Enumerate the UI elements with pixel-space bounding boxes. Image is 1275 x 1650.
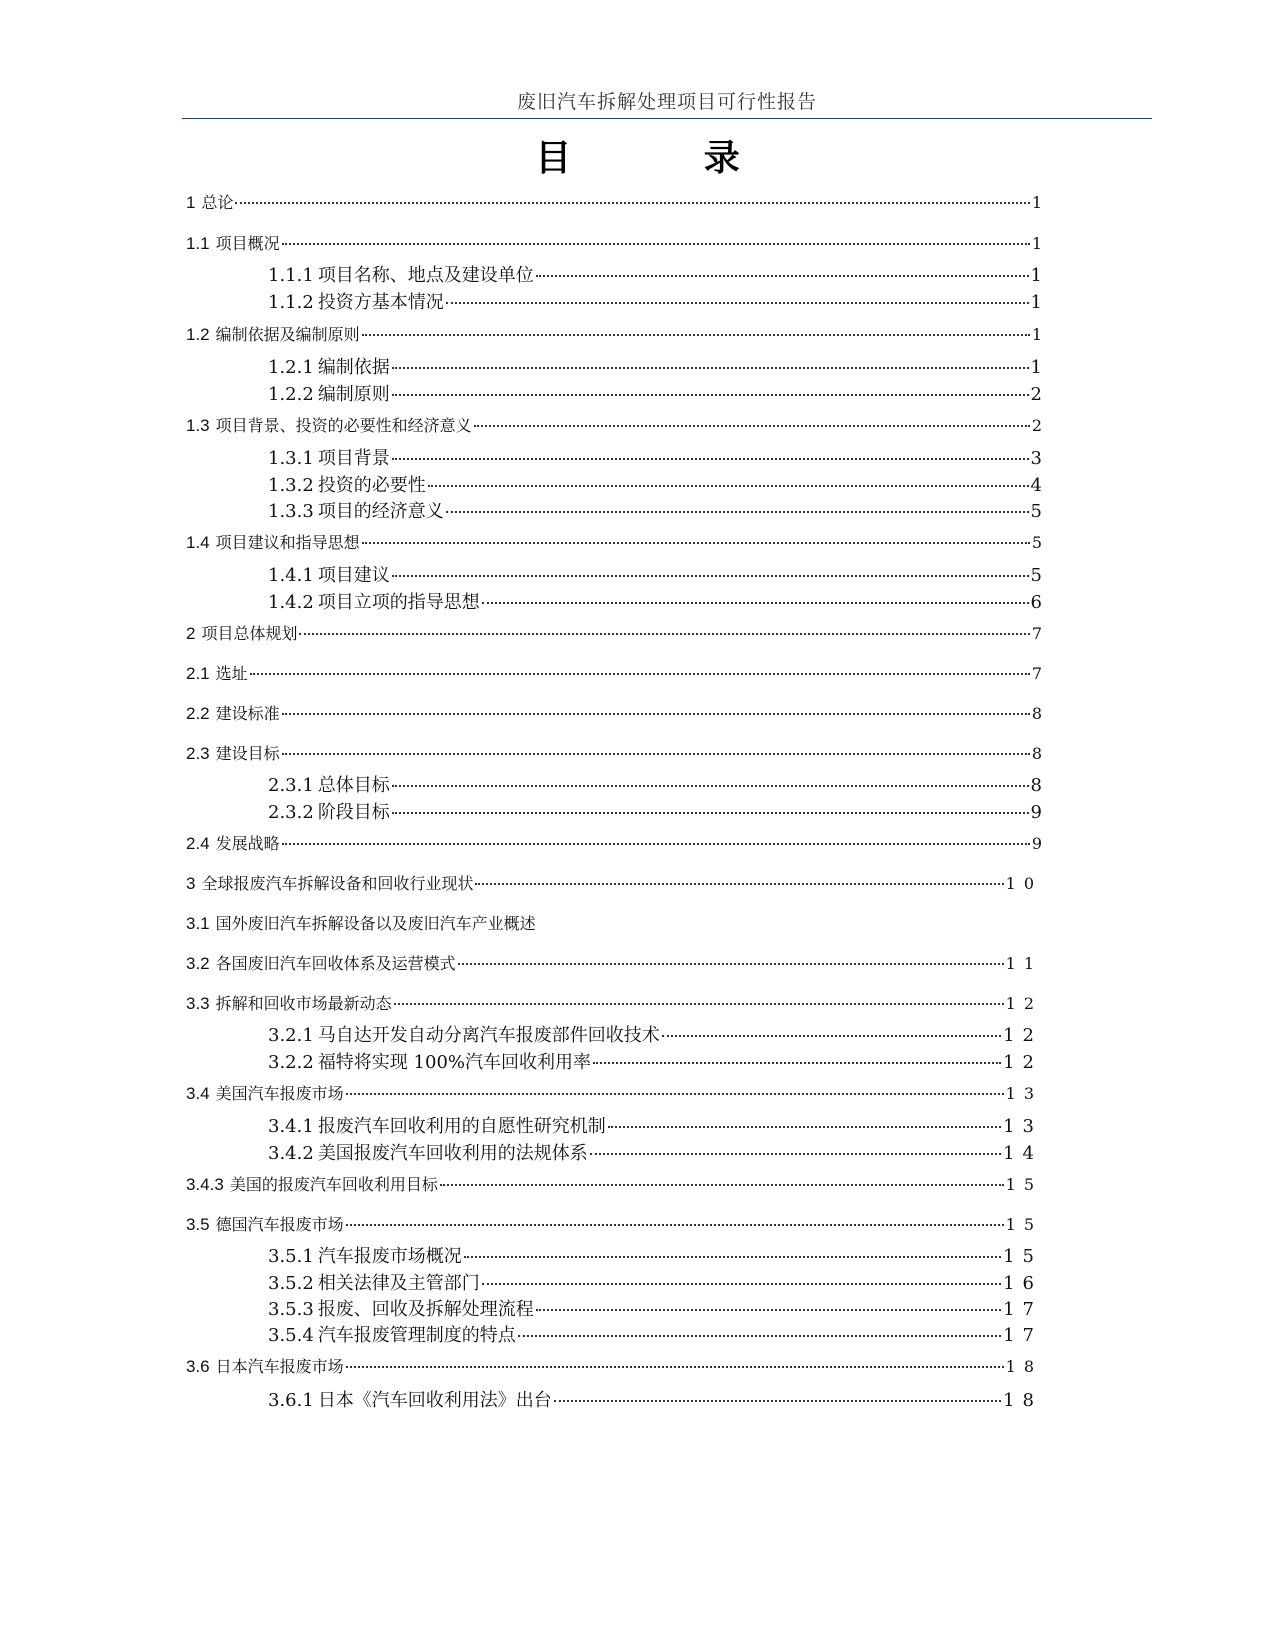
toc-leader-dots: [299, 633, 1029, 635]
toc-entry-page: 12: [1005, 994, 1042, 1013]
toc-entry-number: 3.4: [186, 1084, 210, 1103]
toc-entry-text: 各国废旧汽车回收体系及运营模式: [215, 954, 456, 973]
toc-leader-dots: [392, 367, 1029, 369]
toc-entry-page: 9: [1031, 834, 1042, 853]
toc-leader-dots: [482, 602, 1029, 604]
toc-entry[interactable]: [268, 1048, 1042, 1074]
toc-entry-number: 1.1.2: [268, 292, 314, 313]
toc-entry-text: 项目建议和指导思想: [215, 533, 360, 552]
toc-entry[interactable]: [186, 530, 1042, 553]
toc-entry[interactable]: [268, 1139, 1042, 1165]
toc-leader-dots: [536, 275, 1029, 277]
toc-entry-text: 汽车报废市场概况: [317, 1246, 462, 1267]
toc-entry-number: 3.2.1: [268, 1025, 314, 1046]
toc-entry-text: 全球报废汽车拆解设备和回收行业现状: [201, 874, 474, 893]
toc-entry-text: 投资方基本情况: [317, 292, 444, 313]
toc-entry-page: 5: [1030, 501, 1042, 522]
toc-entry-text: 项目背景: [317, 448, 390, 469]
toc-entry-page: 18: [1005, 1357, 1042, 1376]
toc-entry-text: 美国的报废汽车回收利用目标: [229, 1175, 438, 1194]
toc-entry[interactable]: [268, 1321, 1042, 1347]
toc-leader-dots: [593, 1062, 1001, 1064]
toc-entry-text: 选址: [215, 664, 248, 683]
toc-leader-dots: [282, 843, 1030, 845]
toc-leader-dots: [346, 1366, 1004, 1368]
toc-entry-page: 7: [1031, 664, 1042, 683]
toc-entry-page: 1: [1031, 325, 1042, 344]
toc-entry-page: 2: [1030, 384, 1042, 405]
toc-entry-number: 1.1: [186, 234, 210, 253]
toc-entry[interactable]: [186, 911, 536, 934]
toc-entry[interactable]: [268, 798, 1042, 824]
toc-leader-dots: [440, 1184, 1004, 1186]
toc-entry[interactable]: [186, 190, 1042, 213]
toc-entry[interactable]: [186, 661, 1042, 684]
toc-entry-page: 1: [1030, 357, 1042, 378]
toc-entry[interactable]: [186, 871, 1042, 894]
toc-entry-text: 日本汽车报废市场: [215, 1357, 344, 1376]
toc-leader-dots: [482, 1283, 1001, 1285]
toc-entry-number: 3.5.2: [268, 1273, 314, 1294]
toc-entry-number: 1.4.2: [268, 592, 314, 613]
toc-entry-number: 1.3.3: [268, 501, 314, 522]
toc-entry[interactable]: [268, 380, 1042, 406]
toc-entry-text: 总体目标: [317, 775, 390, 796]
toc-entry-page: 17: [1003, 1299, 1042, 1320]
toc-entry-number: 1.4: [186, 533, 210, 552]
toc-leader-dots: [392, 394, 1029, 396]
toc-entry-text: 项目名称、地点及建设单位: [317, 265, 534, 286]
toc-leader-dots: [474, 425, 1030, 427]
toc-entry[interactable]: [186, 621, 1042, 644]
toc-leader-dots: [346, 1224, 1004, 1226]
toc-entry-number: 3.5.3: [268, 1299, 314, 1320]
toc-entry-number: 2.3.2: [268, 802, 314, 823]
toc-leader-dots: [362, 334, 1030, 336]
toc-entry-page: 9: [1030, 802, 1042, 823]
toc-entry-page: 15: [1005, 1215, 1042, 1234]
toc-entry-number: 3.6: [186, 1357, 210, 1376]
toc-leader-dots: [235, 202, 1029, 204]
toc-leader-dots: [608, 1126, 1001, 1128]
toc-entry-number: 3.4.2: [268, 1143, 314, 1164]
toc-entry-text: 编制原则: [317, 384, 390, 405]
toc-leader-dots: [392, 785, 1029, 787]
toc-entry-number: 1.3.1: [268, 448, 314, 469]
toc-entry-number: 1.3: [186, 416, 210, 435]
toc-leader-dots: [518, 1335, 1001, 1337]
toc-entry[interactable]: [186, 741, 1042, 764]
toc-entry[interactable]: [186, 831, 1042, 854]
toc-entry-page: 8: [1031, 744, 1042, 763]
header-title: 废旧汽车拆解处理项目可行性报告: [516, 91, 817, 113]
toc-entry[interactable]: [268, 471, 1042, 497]
toc-entry-number: 3.3: [186, 994, 210, 1013]
toc-entry-page: 8: [1030, 775, 1042, 796]
toc-leader-dots: [446, 511, 1029, 513]
toc-entry[interactable]: [186, 1354, 1042, 1377]
toc-entry-number: 3.5.1: [268, 1246, 314, 1267]
toc-entry-text: 发展战略: [215, 834, 280, 853]
toc-entry-text: 编制依据: [317, 357, 390, 378]
toc-entry-text: 日本《汽车回收利用法》出台: [317, 1390, 552, 1411]
toc-entry[interactable]: [186, 322, 1042, 345]
toc-entry-page: 12: [1003, 1025, 1042, 1046]
toc-leader-dots: [662, 1035, 1001, 1037]
toc-entry[interactable]: [268, 261, 1042, 287]
toc-entry-page: 1: [1031, 193, 1042, 212]
toc-entry-number: 2.4: [186, 834, 210, 853]
toc-entry-page: 17: [1003, 1325, 1042, 1346]
toc-entry-text: 报废汽车回收利用的自愿性研究机制: [317, 1116, 606, 1137]
toc-entry[interactable]: [268, 1021, 1042, 1047]
toc-entry[interactable]: [186, 1172, 1042, 1195]
toc-entry-page: 15: [1003, 1246, 1042, 1267]
toc-entry[interactable]: [268, 1269, 1042, 1295]
toc-leader-dots: [394, 1003, 1004, 1005]
toc-leader-dots: [392, 575, 1029, 577]
toc-entry[interactable]: [186, 413, 1042, 436]
toc-entry[interactable]: [268, 1242, 1042, 1268]
toc-entry[interactable]: [268, 771, 1042, 797]
toc-entry-page: 7: [1031, 624, 1042, 643]
toc-entry-text: 投资的必要性: [317, 475, 426, 496]
toc-entry-text: 项目背景、投资的必要性和经济意义: [215, 416, 472, 435]
toc-entry[interactable]: [186, 701, 1042, 724]
toc-leader-dots: [362, 542, 1030, 544]
toc-entry-page: 16: [1003, 1273, 1042, 1294]
toc-entry-page: 5: [1030, 565, 1042, 586]
toc-leader-dots: [446, 302, 1029, 304]
toc-entry-number: 2.3.1: [268, 775, 314, 796]
toc-entry-number: 1.3.2: [268, 475, 314, 496]
toc-entry-text: 建设标准: [215, 704, 280, 723]
toc-entry-text: 拆解和回收市场最新动态: [215, 994, 392, 1013]
toc-entry-number: 1.1.1: [268, 265, 314, 286]
toc-entry[interactable]: [268, 561, 1042, 587]
toc-entry-number: 3.6.1: [268, 1390, 314, 1411]
toc-leader-dots: [428, 485, 1029, 487]
toc-leader-dots: [250, 673, 1030, 675]
toc-leader-dots: [590, 1153, 1001, 1155]
toc-entry-page: 5: [1031, 533, 1042, 552]
toc-entry-number: 1: [186, 193, 196, 212]
toc-entry-number: 2.1: [186, 664, 210, 683]
toc-entry-page: 4: [1030, 475, 1042, 496]
toc-entry-number: 3.5.4: [268, 1325, 314, 1346]
toc-entry-page: 18: [1003, 1390, 1042, 1411]
toc-entry-number: 3.5: [186, 1215, 210, 1234]
toc-entry-number: 1.2: [186, 325, 210, 344]
page-header: [182, 88, 1152, 119]
toc-leader-dots: [475, 883, 1003, 885]
toc-entry-page: 10: [1005, 874, 1042, 893]
toc-entry-page: 3: [1030, 448, 1042, 469]
toc-entry[interactable]: [268, 1295, 1042, 1321]
toc-entry[interactable]: [268, 353, 1042, 379]
toc-entry[interactable]: [186, 1212, 1042, 1235]
toc-entry-number: 2.3: [186, 744, 210, 763]
toc-entry-text: 阶段目标: [317, 802, 390, 823]
toc-entry-page: 1: [1030, 292, 1042, 313]
toc-entry[interactable]: [268, 588, 1042, 614]
toc-entry-number: 3: [186, 874, 196, 893]
toc-entry[interactable]: [268, 1112, 1042, 1138]
toc-entry-text: 项目立项的指导思想: [317, 592, 480, 613]
toc-leader-dots: [392, 812, 1029, 814]
toc-entry-text: 项目的经济意义: [317, 501, 444, 522]
toc-entry-text: 项目概况: [215, 234, 280, 253]
toc-entry-number: 1.2.1: [268, 357, 314, 378]
toc-leader-dots: [282, 713, 1030, 715]
toc-entry-text: 德国汽车报废市场: [215, 1215, 344, 1234]
toc-entry-text: 项目总体规划: [201, 624, 298, 643]
toc-entry-page: 2: [1031, 416, 1042, 435]
toc-entry[interactable]: [268, 1386, 1042, 1412]
toc-entry-text: 项目建议: [317, 565, 390, 586]
toc-entry-text: 美国汽车报废市场: [215, 1084, 344, 1103]
toc-entry-page: 14: [1003, 1143, 1042, 1164]
toc-entry-number: 2: [186, 624, 196, 643]
toc-entry[interactable]: [186, 991, 1042, 1014]
toc-entry-number: 3.1: [186, 914, 210, 933]
toc-leader-dots: [392, 458, 1029, 460]
toc-entry-page: 13: [1005, 1084, 1042, 1103]
toc-entry-text: 相关法律及主管部门: [317, 1273, 480, 1294]
toc-entry-number: 3.4.3: [186, 1175, 224, 1194]
toc-entry-number: 3.4.1: [268, 1116, 314, 1137]
toc-entry-number: 3.2.2: [268, 1052, 314, 1073]
toc-leader-dots: [282, 753, 1030, 755]
toc-entry[interactable]: [186, 231, 1042, 254]
toc-entry-number: 2.2: [186, 704, 210, 723]
toc-entry-number: 1.2.2: [268, 384, 314, 405]
toc-entry[interactable]: [268, 288, 1042, 314]
toc-entry-text: 报废、回收及拆解处理流程: [317, 1299, 534, 1320]
toc-entry-text: 福特将实现 100%汽车回收利用率: [317, 1052, 591, 1073]
toc-entry-page: 1: [1030, 265, 1042, 286]
toc-entry[interactable]: [268, 444, 1042, 470]
toc-leader-dots: [282, 243, 1030, 245]
toc-entry-page: 8: [1031, 704, 1042, 723]
toc-entry-number: 1.4.1: [268, 565, 314, 586]
toc-entry-page: 1: [1031, 234, 1042, 253]
toc-entry-page: 15: [1005, 1175, 1042, 1194]
toc-entry-text: 建设目标: [215, 744, 280, 763]
toc-leader-dots: [346, 1093, 1004, 1095]
toc-entry-page: 12: [1003, 1052, 1042, 1073]
toc-entry-page: 11: [1005, 954, 1042, 973]
toc-entry[interactable]: [268, 497, 1042, 523]
toc-entry-page: 13: [1003, 1116, 1042, 1137]
toc-entry-page: 6: [1030, 592, 1042, 613]
toc-leader-dots: [554, 1400, 1001, 1402]
toc-entry-number: 3.2: [186, 954, 210, 973]
toc-leader-dots: [464, 1256, 1001, 1258]
toc-entry-text: 总论: [201, 193, 234, 212]
toc-entry[interactable]: [186, 951, 1042, 974]
toc-entry-text: 国外废旧汽车拆解设备以及废旧汽车产业概述: [215, 914, 536, 933]
toc-leader-dots: [458, 963, 1004, 965]
toc-entry[interactable]: [186, 1081, 1042, 1104]
toc-entry-text: 编制依据及编制原则: [215, 325, 360, 344]
toc-entry-text: 汽车报废管理制度的特点: [317, 1325, 516, 1346]
toc-entry-text: 马自达开发自动分离汽车报废部件回收技术: [317, 1025, 660, 1046]
toc-title: 目 录: [535, 138, 800, 179]
toc-entry-text: 美国报废汽车回收利用的法规体系: [317, 1143, 588, 1164]
toc-leader-dots: [536, 1309, 1001, 1311]
